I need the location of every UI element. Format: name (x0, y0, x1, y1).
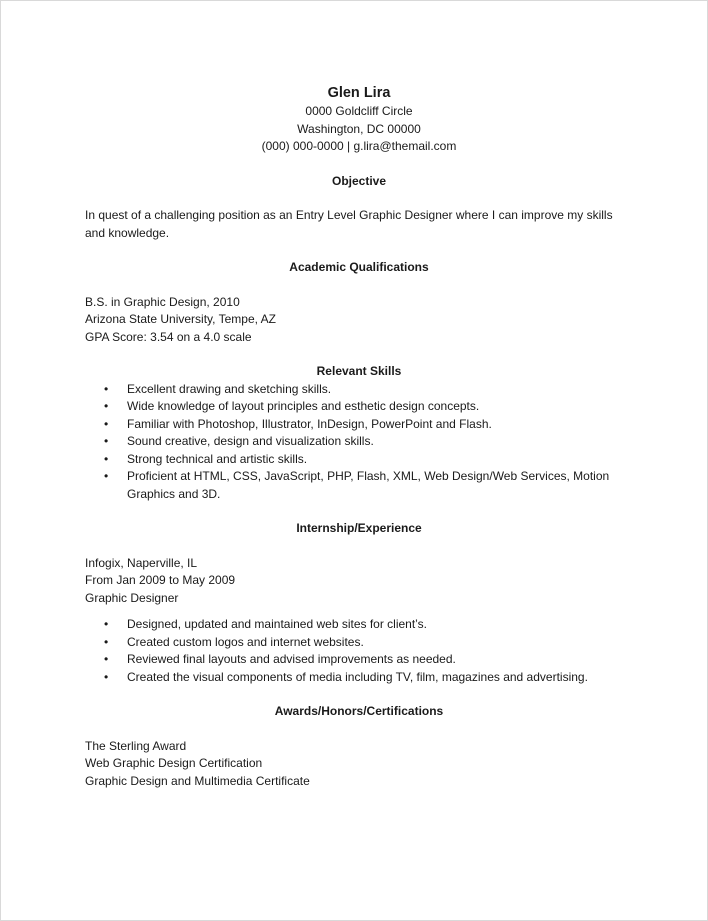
candidate-name: Glen Lira (327, 85, 391, 101)
spacer (85, 607, 633, 616)
spacer (85, 686, 633, 703)
academic-heading: Academic Qualifications (289, 260, 429, 274)
bullet-icon: • (104, 469, 109, 483)
skill-item (85, 451, 633, 469)
experience-item (85, 616, 633, 634)
objective-heading: Objective (331, 173, 387, 188)
skill-text: Sound creative, design and visualization skills. (127, 434, 374, 448)
spacer (85, 503, 633, 520)
bullet-icon: • (104, 416, 109, 431)
experience-item (85, 634, 633, 652)
spacer (85, 242, 633, 259)
skill-item (85, 398, 633, 416)
bullet-icon: • (104, 451, 109, 466)
bullet-icon: • (104, 617, 109, 631)
spacer (85, 538, 633, 555)
skill-text: Familiar with Photoshop, Illustrator, InDesign, PowerPoint and Flash. (127, 416, 492, 431)
spacer (85, 277, 633, 294)
skills-list (85, 381, 633, 504)
gpa-line: GPA Score: 3.54 on a 4.0 scale (85, 329, 252, 344)
degree-line: B.S. in Graphic Design, 2010 (85, 294, 240, 309)
award-line: Web Graphic Design Certification (85, 756, 263, 770)
skill-item (85, 468, 633, 503)
bullet-icon: • (104, 634, 109, 649)
objective-text: In quest of a challenging position as an Entry Level Graphic Designer where I can improve my skills and knowledge. (85, 208, 613, 240)
job-title-line: Graphic Designer (85, 590, 179, 605)
skills-heading: Relevant Skills (316, 364, 402, 378)
experience-list (85, 616, 633, 686)
address-line: 0000 Goldcliff Circle (305, 104, 413, 118)
experience-text: Created the visual components of media including TV, film, magazines and advertising. (127, 669, 588, 684)
awards-heading: Awards/Honors/Certifications (274, 704, 444, 718)
skill-text: Proficient at HTML, CSS, JavaScript, PHP, Flash, XML, Web Design/Web Services, Motion Graphics and 3D. (127, 469, 610, 501)
skill-item (85, 416, 633, 434)
experience-text: Reviewed final layouts and advised improvements as needed. (127, 652, 456, 666)
skill-item (85, 381, 633, 399)
experience-heading: Internship/Experience (296, 521, 422, 535)
resume-content (85, 83, 633, 790)
bullet-icon: • (104, 399, 109, 413)
university-line: Arizona State University, Tempe, AZ (85, 312, 276, 326)
dates-line: From Jan 2009 to May 2009 (85, 573, 236, 587)
skill-text: Wide knowledge of layout principles and esthetic design concepts. (127, 399, 480, 413)
experience-text: Designed, updated and maintained web sites for client’s. (127, 617, 427, 631)
spacer (85, 721, 633, 738)
experience-text: Created custom logos and internet websites. (127, 634, 364, 649)
spacer (85, 156, 633, 173)
spacer (85, 346, 633, 363)
contact-line: (000) 000-0000 | g.lira@themail.com (261, 139, 457, 153)
skill-text: Strong technical and artistic skills. (127, 451, 308, 466)
resume-header (85, 83, 633, 156)
spacer (85, 190, 633, 207)
experience-item (85, 651, 633, 669)
award-line: The Sterling Award (85, 738, 187, 753)
bullet-icon: • (104, 381, 109, 396)
skill-text: Excellent drawing and sketching skills. (127, 381, 332, 396)
skill-item (85, 433, 633, 451)
company-line: Infogix, Naperville, IL (85, 555, 198, 570)
city-line: Washington, DC 00000 (297, 121, 421, 136)
bullet-icon: • (104, 669, 109, 684)
experience-item (85, 669, 633, 687)
bullet-icon: • (104, 652, 109, 666)
bullet-icon: • (104, 434, 109, 448)
award-line: Graphic Design and Multimedia Certificate (85, 773, 310, 788)
